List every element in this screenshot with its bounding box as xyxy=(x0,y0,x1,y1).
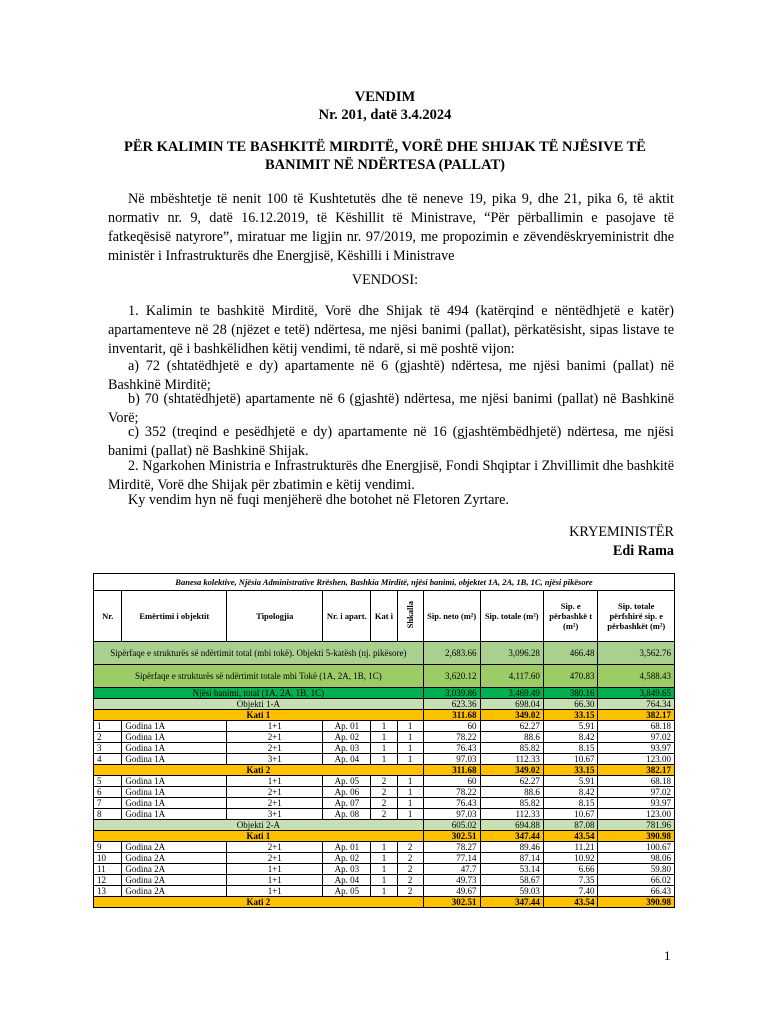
cell-total-incl: 68.18 xyxy=(598,776,675,787)
cell-common: 43.54 xyxy=(543,831,598,842)
row-label: Sipërfaqe e strukturës së ndërtimit totale mbi Tokë (1A, 2A, 1B, 1C) xyxy=(94,665,424,688)
cell-apt: Ap. 06 xyxy=(323,787,371,798)
cell-common: 10.67 xyxy=(543,809,598,820)
inventory-table xyxy=(93,573,675,908)
decision-number: Nr. 201, datë 3.4.2024 xyxy=(318,107,452,123)
cell-apt: Ap. 03 xyxy=(323,864,371,875)
cell-total-incl: 97.02 xyxy=(598,732,675,743)
cell-total: 4,117.60 xyxy=(480,665,543,688)
cell-total-incl: 100.67 xyxy=(598,842,675,853)
cell-total: 694.88 xyxy=(480,820,543,831)
cell-total-incl: 59.80 xyxy=(598,864,675,875)
cell-total: 58.67 xyxy=(480,875,543,886)
table-row xyxy=(94,886,675,897)
signature-title: KRYEMINISTËR xyxy=(569,524,674,540)
cell-total-incl: 68.18 xyxy=(598,721,675,732)
header-total: Sip. totale (m²) xyxy=(480,591,543,642)
cell-apt: Ap. 07 xyxy=(323,798,371,809)
cell-name: Godina 1A xyxy=(122,798,227,809)
cell-common: 7.35 xyxy=(543,875,598,886)
cell-apt: Ap. 05 xyxy=(323,886,371,897)
floor-row-1a-1 xyxy=(94,710,675,721)
cell-total: 112.33 xyxy=(480,809,543,820)
cell-total: 347.44 xyxy=(480,831,543,842)
cell-net: 60 xyxy=(423,721,480,732)
row-label: Kati 2 xyxy=(94,897,424,908)
row-label: Sipërfaqe e strukturës së ndërtimit total (mbi tokë). Objekti 5-katësh (nj. pikësore) xyxy=(94,642,424,665)
cell-type: 1+1 xyxy=(227,886,323,897)
floor-row-2a-1 xyxy=(94,831,675,842)
cell-name: Godina 1A xyxy=(122,809,227,820)
table-row xyxy=(94,842,675,853)
cell-common: 66.30 xyxy=(543,699,598,710)
cell-type: 2+1 xyxy=(227,743,323,754)
cell-total: 85.82 xyxy=(480,743,543,754)
cell-total: 59.03 xyxy=(480,886,543,897)
cell-total-incl: 382.17 xyxy=(598,710,675,721)
cell-nr: 13 xyxy=(94,886,122,897)
cell-net: 76.43 xyxy=(423,798,480,809)
cell-common: 6.66 xyxy=(543,864,598,875)
cell-net: 78.22 xyxy=(423,787,480,798)
cell-type: 1+1 xyxy=(227,875,323,886)
cell-common: 380.16 xyxy=(543,688,598,699)
header-name: Emërtimi i objektit xyxy=(122,591,227,642)
cell-nr: 10 xyxy=(94,853,122,864)
cell-floor: 1 xyxy=(371,743,397,754)
cell-total-incl: 93.97 xyxy=(598,743,675,754)
cell-type: 1+1 xyxy=(227,721,323,732)
cell-total-incl: 97.02 xyxy=(598,787,675,798)
cell-total-incl: 98.06 xyxy=(598,853,675,864)
cell-net: 49.67 xyxy=(423,886,480,897)
cell-total: 62.27 xyxy=(480,721,543,732)
cell-type: 2+1 xyxy=(227,842,323,853)
table-row xyxy=(94,809,675,820)
cell-name: Godina 2A xyxy=(122,875,227,886)
cell-nr: 5 xyxy=(94,776,122,787)
cell-total: 347.44 xyxy=(480,897,543,908)
cell-common: 10.67 xyxy=(543,754,598,765)
cell-net: 78.22 xyxy=(423,732,480,743)
paragraph-1: 1. Kalimin te bashkitë Mirditë, Vorë dhe Shijak të 494 (katërqind e nëntëdhjetë e katër) apartamenteve në 28 (njëzet e tetë) ndërtesa, me njësi banimi (pallat), përkatësisht, sipas listave te inventarit, që i bashkëlidhen këtij vendimi, të ndarë, si më poshtë vijon: xyxy=(108,303,674,357)
cell-total-incl: 123.00 xyxy=(598,809,675,820)
cell-stair: 1 xyxy=(397,721,423,732)
cell-common: 466.48 xyxy=(543,642,598,665)
cell-name: Godina 1A xyxy=(122,721,227,732)
cell-net: 97.03 xyxy=(423,809,480,820)
table-row xyxy=(94,787,675,798)
cell-stair: 1 xyxy=(397,754,423,765)
cell-common: 8.15 xyxy=(543,743,598,754)
object-row-1a xyxy=(94,699,675,710)
cell-nr: 12 xyxy=(94,875,122,886)
cell-name: Godina 1A xyxy=(122,754,227,765)
cell-stair: 1 xyxy=(397,732,423,743)
cell-name: Godina 1A xyxy=(122,732,227,743)
cell-total: 349.02 xyxy=(480,765,543,776)
cell-type: 3+1 xyxy=(227,809,323,820)
cell-apt: Ap. 04 xyxy=(323,754,371,765)
cell-nr: 3 xyxy=(94,743,122,754)
cell-apt: Ap. 04 xyxy=(323,875,371,886)
summary-row-structure xyxy=(94,642,675,665)
cell-floor: 1 xyxy=(371,864,397,875)
object-row-2a xyxy=(94,820,675,831)
cell-apt: Ap. 08 xyxy=(323,809,371,820)
cell-type: 3+1 xyxy=(227,754,323,765)
cell-total-incl: 66.43 xyxy=(598,886,675,897)
cell-net: 302.51 xyxy=(423,831,480,842)
cell-apt: Ap. 05 xyxy=(323,776,371,787)
cell-common: 8.42 xyxy=(543,732,598,743)
cell-type: 2+1 xyxy=(227,798,323,809)
cell-net: 60 xyxy=(423,776,480,787)
cell-total: 112.33 xyxy=(480,754,543,765)
cell-net: 3,620.12 xyxy=(423,665,480,688)
cell-apt: Ap. 02 xyxy=(323,732,371,743)
cell-stair: 1 xyxy=(397,776,423,787)
cell-total: 349.02 xyxy=(480,710,543,721)
cell-common: 33.15 xyxy=(543,765,598,776)
cell-net: 77.14 xyxy=(423,853,480,864)
cell-type: 2+1 xyxy=(227,732,323,743)
cell-total: 53.14 xyxy=(480,864,543,875)
paragraph-3: Ky vendim hyn në fuqi menjëherë dhe botohet në Fletoren Zyrtare. xyxy=(128,492,509,508)
cell-common: 5.91 xyxy=(543,776,598,787)
cell-nr: 6 xyxy=(94,787,122,798)
table-row xyxy=(94,743,675,754)
cell-nr: 9 xyxy=(94,842,122,853)
cell-type: 2+1 xyxy=(227,787,323,798)
cell-net: 76.43 xyxy=(423,743,480,754)
table-row xyxy=(94,754,675,765)
table-caption-row xyxy=(94,574,675,591)
cell-name: Godina 1A xyxy=(122,743,227,754)
cell-stair: 1 xyxy=(397,787,423,798)
cell-net: 311.68 xyxy=(423,710,480,721)
cell-type: 1+1 xyxy=(227,864,323,875)
cell-net: 47.7 xyxy=(423,864,480,875)
cell-type: 2+1 xyxy=(227,853,323,864)
cell-total: 3,096.28 xyxy=(480,642,543,665)
cell-net: 3,039.86 xyxy=(423,688,480,699)
cell-floor: 1 xyxy=(371,754,397,765)
row-label: Njësi banimi, total (1A, 2A, 1B, 1C) xyxy=(94,688,424,699)
cell-net: 78.27 xyxy=(423,842,480,853)
header-type: Tipologjia xyxy=(227,591,323,642)
row-label: Kati 1 xyxy=(94,831,424,842)
cell-common: 43.54 xyxy=(543,897,598,908)
paragraph-b: b) 70 (shtatëdhjetë) apartamente në 6 (gjashtë) ndërtesa, me njësi banimi (pallat) në Bashkinë Vorë; xyxy=(108,391,674,426)
header-total-incl: Sip. totale përfshirë sip. e përbashkët (m²) xyxy=(598,591,675,642)
cell-floor: 2 xyxy=(371,787,397,798)
header-net: Sip. neto (m²) xyxy=(423,591,480,642)
cell-total: 88.6 xyxy=(480,732,543,743)
cell-total-incl: 781.96 xyxy=(598,820,675,831)
table-header-row xyxy=(94,591,675,642)
cell-common: 11.21 xyxy=(543,842,598,853)
cell-floor: 2 xyxy=(371,776,397,787)
cell-floor: 1 xyxy=(371,875,397,886)
page-number: 1 xyxy=(664,948,671,963)
cell-total-incl: 4,588.43 xyxy=(598,665,675,688)
cell-total-incl: 66.02 xyxy=(598,875,675,886)
cell-name: Godina 1A xyxy=(122,776,227,787)
cell-net: 2,683.66 xyxy=(423,642,480,665)
cell-apt: Ap. 01 xyxy=(323,721,371,732)
cell-floor: 2 xyxy=(371,798,397,809)
cell-floor: 1 xyxy=(371,721,397,732)
cell-floor: 1 xyxy=(371,842,397,853)
cell-total-incl: 764.34 xyxy=(598,699,675,710)
cell-total: 3,469.49 xyxy=(480,688,543,699)
cell-nr: 11 xyxy=(94,864,122,875)
signature-block xyxy=(569,523,674,561)
cell-name: Godina 2A xyxy=(122,864,227,875)
signature-name: Edi Rama xyxy=(612,543,674,559)
cell-total: 88.6 xyxy=(480,787,543,798)
cell-net: 49.73 xyxy=(423,875,480,886)
cell-net: 623.36 xyxy=(423,699,480,710)
cell-name: Godina 1A xyxy=(122,787,227,798)
cell-total: 87.14 xyxy=(480,853,543,864)
cell-nr: 8 xyxy=(94,809,122,820)
cell-stair: 1 xyxy=(397,809,423,820)
cell-stair: 2 xyxy=(397,853,423,864)
cell-total-incl: 3,849.65 xyxy=(598,688,675,699)
header-stair xyxy=(397,591,423,642)
cell-net: 97.03 xyxy=(423,754,480,765)
cell-net: 302.51 xyxy=(423,897,480,908)
cell-floor: 1 xyxy=(371,732,397,743)
cell-common: 5.91 xyxy=(543,721,598,732)
header-floor: Kat i xyxy=(371,591,397,642)
cell-name: Godina 2A xyxy=(122,853,227,864)
table-row xyxy=(94,776,675,787)
decision-subject: PËR KALIMIN TE BASHKITË MIRDITË, VORË DHE SHIJAK TË NJËSIVE TË BANIMIT NË NDËRTESA (PALLAT) xyxy=(124,139,646,173)
table-row xyxy=(94,853,675,864)
cell-total: 698.04 xyxy=(480,699,543,710)
cell-apt: Ap. 01 xyxy=(323,842,371,853)
table-row xyxy=(94,798,675,809)
cell-apt: Ap. 03 xyxy=(323,743,371,754)
cell-common: 470.83 xyxy=(543,665,598,688)
cell-name: Godina 2A xyxy=(122,842,227,853)
cell-total-incl: 390.98 xyxy=(598,897,675,908)
decides-heading: VENDOSI: xyxy=(351,272,419,288)
cell-total-incl: 390.98 xyxy=(598,831,675,842)
cell-total: 62.27 xyxy=(480,776,543,787)
cell-total-incl: 3,562.76 xyxy=(598,642,675,665)
paragraph-a: a) 72 (shtatëdhjetë e dy) apartamente në 6 (gjashtë) ndërtesa, me njësi banimi (pallat) në Bashkinë Mirditë; xyxy=(108,358,674,393)
summary-row-total xyxy=(94,665,675,688)
row-label: Objekti 2-A xyxy=(94,820,424,831)
row-label: Objekti 1-A xyxy=(94,699,424,710)
cell-total: 89.46 xyxy=(480,842,543,853)
cell-common: 33.15 xyxy=(543,710,598,721)
header-common: Sip. e përbashkë t (m²) xyxy=(543,591,598,642)
header-apt: Nr. i apart. xyxy=(323,591,371,642)
cell-floor: 1 xyxy=(371,886,397,897)
preamble-paragraph: Në mbështetje të nenit 100 të Kushtetutës dhe të neneve 19, pika 9, dhe 21, pika 6, të aktit normativ nr. 9, datë 16.12.2019, të Këshillit të Ministrave, “Për përballimin e pasojave të fatkeqësisë natyrore”, miratuar me ligjin nr. 97/2019, me propozimin e zëvendëskryeministrit dhe ministër i Infrastrukturës dhe Energjisë, Këshilli i Ministrave xyxy=(108,191,674,264)
cell-total: 85.82 xyxy=(480,798,543,809)
cell-stair: 2 xyxy=(397,875,423,886)
cell-stair: 2 xyxy=(397,864,423,875)
table-row xyxy=(94,732,675,743)
row-label: Kati 1 xyxy=(94,710,424,721)
paragraph-c: c) 352 (treqind e pesëdhjetë e dy) apartamente në 16 (gjashtëmbëdhjetë) ndërtesa, me njësi banimi (pallat) në Bashkinë Shijak. xyxy=(108,424,674,459)
cell-stair: 2 xyxy=(397,842,423,853)
decision-title: VENDIM xyxy=(354,89,416,105)
cell-total-incl: 123.00 xyxy=(598,754,675,765)
cell-floor: 1 xyxy=(371,853,397,864)
cell-common: 8.42 xyxy=(543,787,598,798)
cell-nr: 2 xyxy=(94,732,122,743)
header-stair-label: Shkalla xyxy=(405,601,416,629)
summary-row-units xyxy=(94,688,675,699)
cell-apt: Ap. 02 xyxy=(323,853,371,864)
cell-name: Godina 2A xyxy=(122,886,227,897)
cell-common: 10.92 xyxy=(543,853,598,864)
cell-net: 311.68 xyxy=(423,765,480,776)
cell-floor: 2 xyxy=(371,809,397,820)
cell-common: 8.15 xyxy=(543,798,598,809)
row-label: Kati 2 xyxy=(94,765,424,776)
cell-common: 87.08 xyxy=(543,820,598,831)
table-row xyxy=(94,875,675,886)
floor-row-1a-2 xyxy=(94,765,675,776)
cell-stair: 2 xyxy=(397,886,423,897)
table-caption: Banesa kolektive, Njësia Administrative Rrëshen, Bashkia Mirditë, njësi banimi, objektet 1A, 2A, 1B, 1C, njësi pikësore xyxy=(94,574,675,591)
cell-nr: 4 xyxy=(94,754,122,765)
table-row xyxy=(94,864,675,875)
header-nr: Nr. xyxy=(94,591,122,642)
cell-nr: 7 xyxy=(94,798,122,809)
cell-stair: 1 xyxy=(397,743,423,754)
floor-row-2a-2 xyxy=(94,897,675,908)
paragraph-2: 2. Ngarkohen Ministria e Infrastrukturës dhe Energjisë, Fondi Shqiptar i Zhvillimit dhe bashkitë Mirditë, Vorë dhe Shijak për zbatimin e këtij vendimi. xyxy=(108,458,674,493)
cell-type: 1+1 xyxy=(227,776,323,787)
cell-nr: 1 xyxy=(94,721,122,732)
cell-stair: 1 xyxy=(397,798,423,809)
table-row xyxy=(94,721,675,732)
cell-common: 7.40 xyxy=(543,886,598,897)
cell-total-incl: 93.97 xyxy=(598,798,675,809)
cell-net: 605.02 xyxy=(423,820,480,831)
cell-total-incl: 382.17 xyxy=(598,765,675,776)
